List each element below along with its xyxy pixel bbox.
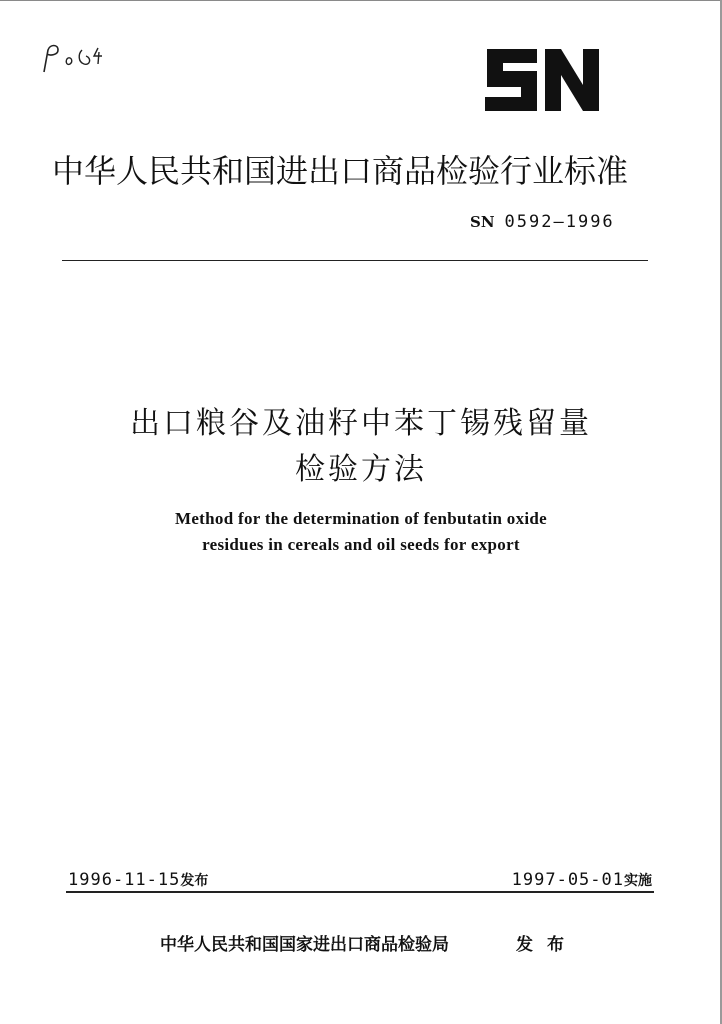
effective-date: 1997-05-01 — [511, 870, 624, 890]
header-divider — [62, 260, 648, 261]
industry-standard-title: 中华人民共和国进出口商品检验行业标准 — [52, 152, 629, 190]
english-title-line-1: Method for the determination of fenbutatin oxide — [174, 509, 547, 528]
issue-date-block — [68, 870, 208, 890]
issuing-authority: 中华人民共和国国家进出口商品检验局 — [160, 935, 449, 955]
english-title-line-2: residues in cereals and oil seeds for export — [202, 535, 520, 554]
standard-prefix: SN — [470, 213, 495, 231]
effective-date-block — [512, 870, 652, 890]
effective-label: 实施 — [624, 873, 652, 889]
logo-text — [483, 40, 591, 124]
chinese-title-line-2: 检验方法 — [295, 452, 427, 487]
handwritten-mark — [38, 40, 108, 74]
issue-label: 发布 — [180, 873, 209, 889]
standard-number — [470, 212, 615, 232]
issue-date: 1996-11-15 — [68, 870, 181, 890]
scan-edge-top — [0, 0, 722, 1]
issuing-action: 发布 — [516, 935, 578, 955]
chinese-title-line-1: 出口粮谷及油籽中苯丁锡残留量 — [130, 406, 592, 441]
footer-divider — [66, 891, 654, 893]
standard-code: 0592—1996 — [504, 212, 615, 232]
